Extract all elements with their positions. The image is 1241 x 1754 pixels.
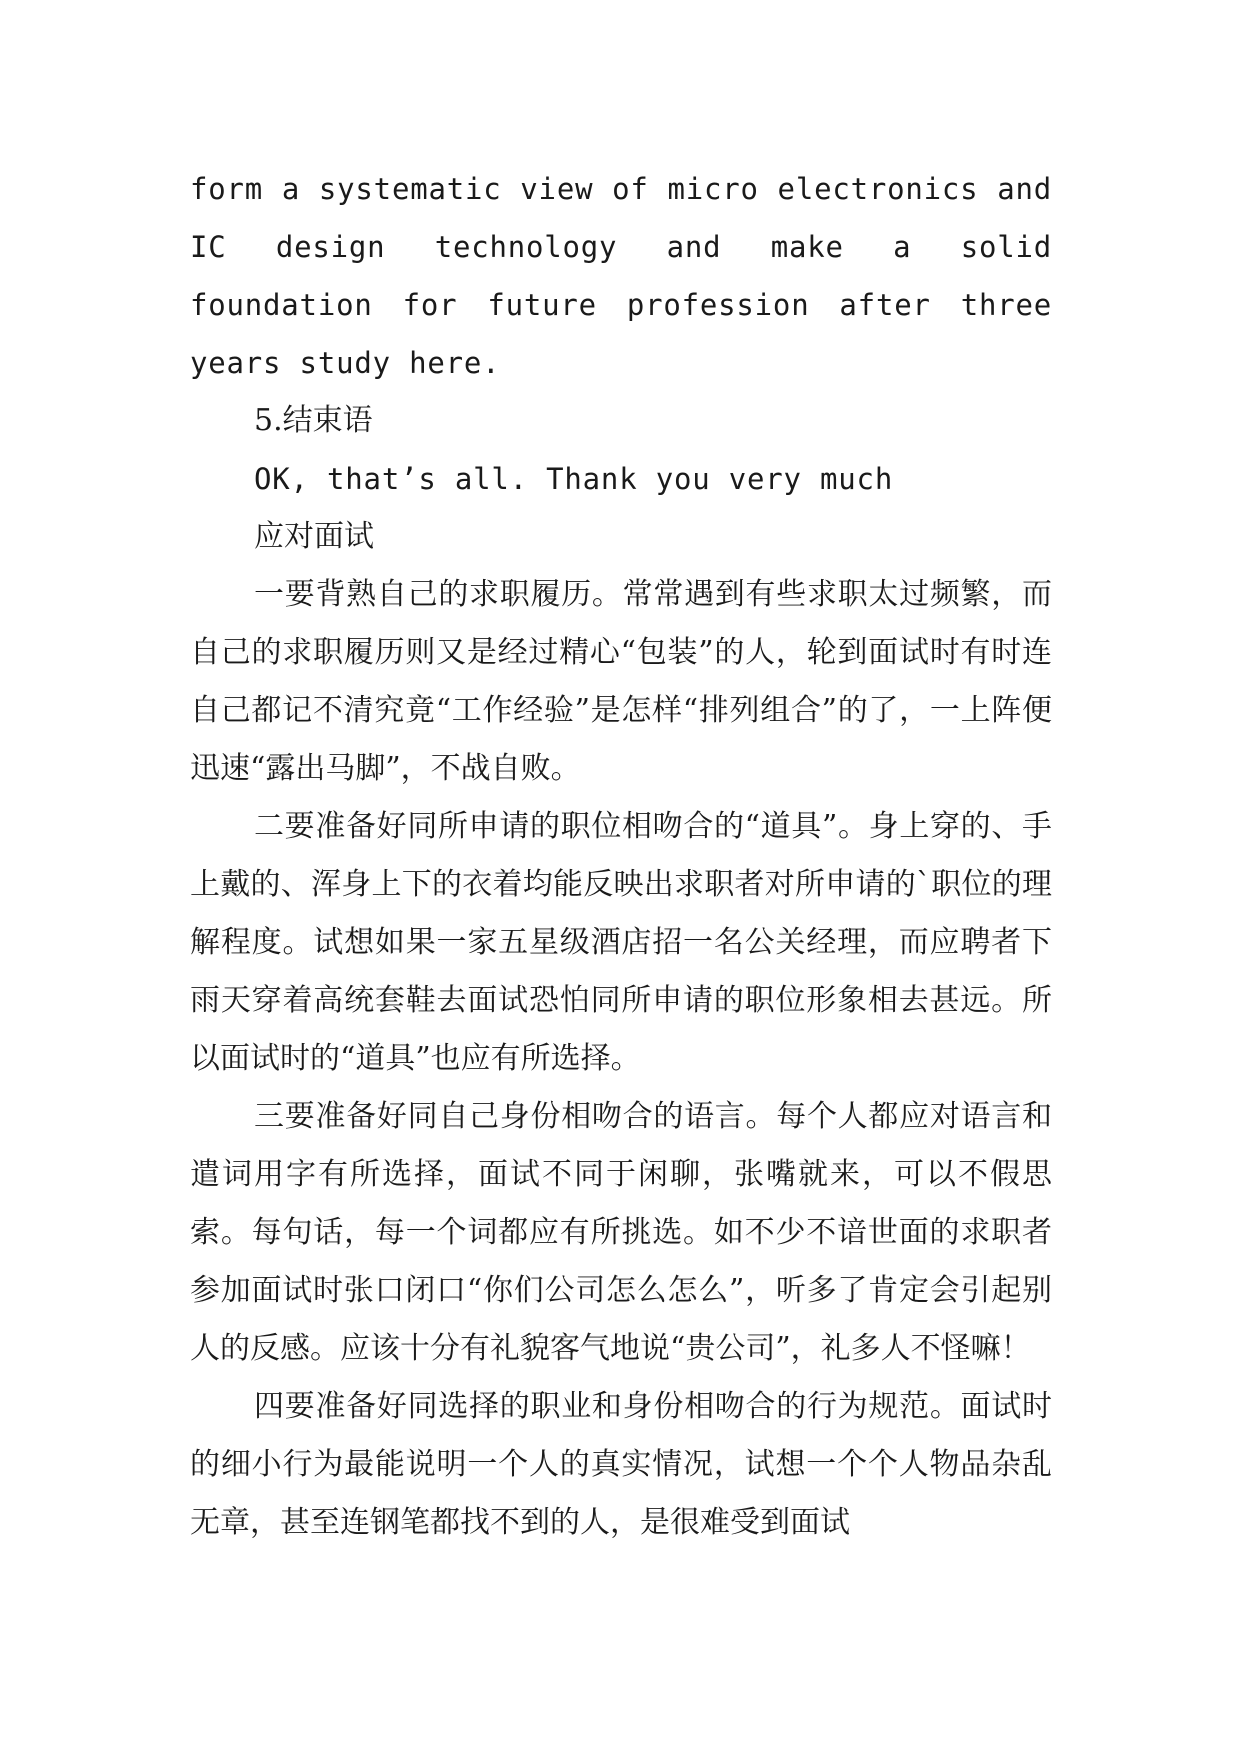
paragraph-tip-behavior: 四要准备好同选择的职业和身份相吻合的行为规范。面试时的细小行为最能说明一个人的真实情况，试想一个个人物品杂乱无章，甚至连钢笔都找不到的人，是很难受到面试	[190, 1389, 1052, 1540]
heading-interview-tips: 应对面试	[254, 519, 374, 554]
paragraph-thank-you: OK, that’s all. Thank you very much	[254, 462, 894, 496]
paragraph-ic-design-study: form a systematic view of micro electronics and IC design technology and make a solid foundation for future profession after three years study here.	[190, 172, 1052, 380]
paragraph-tip-resume: 一要背熟自己的求职履历。常常遇到有些求职太过频繁，而自己的求职履历则又是经过精心“包装”的人，轮到面试时有时连自己都记不清究竟“工作经验”是怎样“排列组合”的了，一上阵便迅速“露出马脚”，不战自败。	[190, 577, 1052, 786]
paragraph-tip-props: 二要准备好同所申请的职位相吻合的“道具”。身上穿的、手上戴的、浑身上下的衣着均能反映出求职者对所申请的`职位的理解程度。试想如果一家五星级酒店招一名公关经理，而应聘者下雨天穿着高统套鞋去面试恐怕同所申请的职位形象相去甚远。所以面试时的“道具”也应有所选择。	[190, 809, 1052, 1076]
paragraph-tip-language: 三要准备好同自己身份相吻合的语言。每个人都应对语言和遣词用字有所选择，面试不同于闲聊，张嘴就来，可以不假思索。每句话，每一个词都应有所挑选。如不少不谙世面的求职者参加面试时张口闭口“你们公司怎么怎么”，听多了肯定会引起别人的反感。应该十分有礼貌客气地说“贵公司”，礼多人不怪嘛！	[190, 1099, 1052, 1366]
document-page	[190, 160, 1052, 1552]
heading-closing-remarks: 5.结束语	[254, 403, 373, 438]
